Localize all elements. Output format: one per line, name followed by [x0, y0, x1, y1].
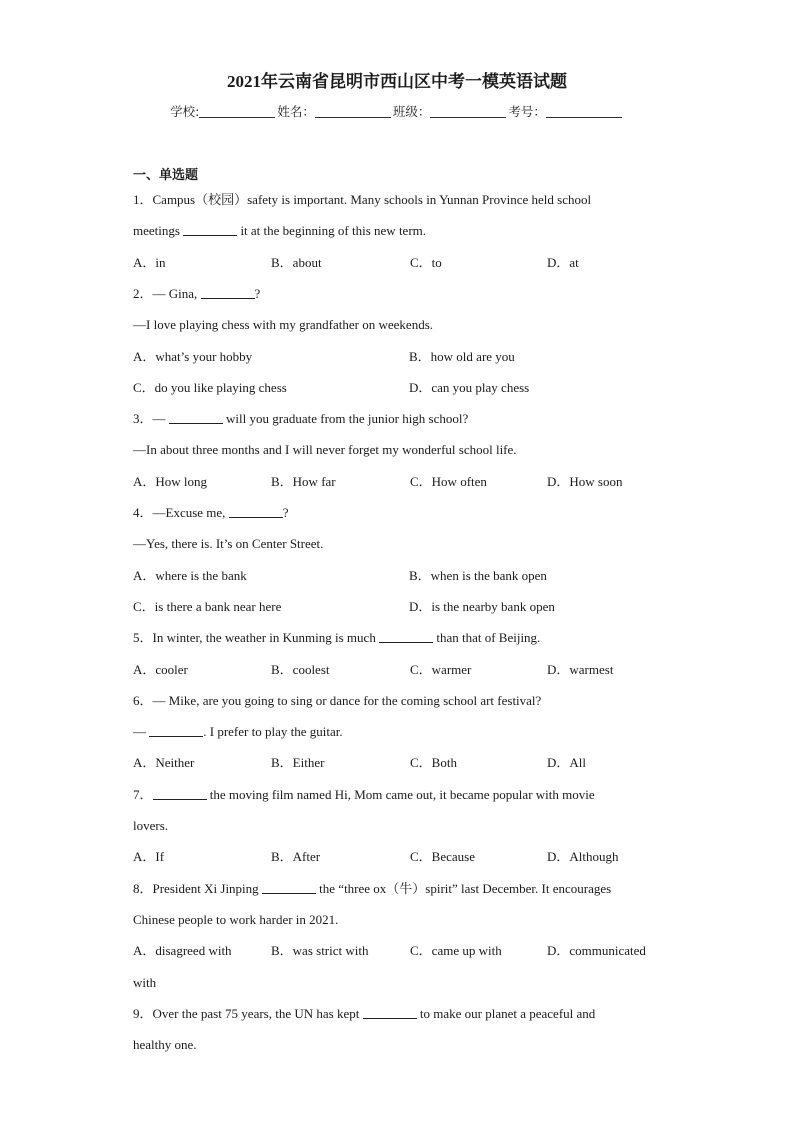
question-4-line: [133, 504, 673, 522]
question-5-option-a[interactable]: A．cooler: [133, 661, 188, 677]
answer-blank: [153, 787, 207, 800]
question-2-option-a[interactable]: A．what’s your hobby: [133, 348, 253, 364]
question-1-option-a[interactable]: A．in: [133, 254, 166, 270]
answer-blank: [149, 724, 203, 737]
name-label: 姓名：: [277, 104, 315, 119]
question-text: —Yes, there is. It’s on Center Street.: [133, 536, 324, 552]
question-text: 1．Campus（校园）safety is important. Many schools in Yunnan Province held school: [133, 192, 592, 207]
question-3-option-b[interactable]: B．How far: [271, 473, 336, 489]
answer-blank: [363, 1006, 417, 1019]
question-text: —In about three months and I will never forget my wonderful school life.: [133, 442, 517, 458]
page-title: 2021年云南省昆明市西山区中考一模英语试题: [227, 72, 567, 91]
class-label: 班级：: [392, 104, 431, 119]
question-4-option-b[interactable]: B．when is the bank open: [409, 567, 547, 583]
question-2-option-d[interactable]: D．can you play chess: [409, 379, 530, 395]
question-text: ?: [254, 285, 261, 301]
question-text: ?: [282, 505, 289, 520]
question-6-line: [133, 692, 673, 710]
question-8-option-d[interactable]: D．communicated: [547, 943, 646, 959]
question-text: the moving film named Hi, Mom came out, it became popular with movie: [206, 786, 595, 802]
question-6-option-d[interactable]: D．All: [547, 755, 587, 771]
question-8-option-b[interactable]: B．was strict with: [271, 943, 369, 959]
question-6-option-a[interactable]: A．Neither: [133, 755, 195, 771]
question-1-line: [133, 222, 673, 240]
student-info-row: [0, 102, 794, 123]
school-blank[interactable]: [199, 104, 275, 118]
section-heading: 一、单选题: [133, 168, 199, 183]
question-3-option-d[interactable]: D．How soon: [547, 473, 623, 489]
question-2-line: [133, 316, 673, 334]
question-text: 4．—Excuse me,: [133, 505, 229, 520]
question-2-line: [133, 285, 673, 303]
question-6-option-b[interactable]: B．Either: [271, 755, 325, 771]
question-5-option-c[interactable]: C．warmer: [410, 661, 472, 677]
question-text: . I prefer to play the guitar.: [203, 724, 343, 740]
question-4-line: [133, 535, 673, 553]
class-blank[interactable]: [430, 104, 506, 118]
question-text: lovers.: [133, 818, 169, 833]
question-text: to make our planet a peaceful and: [416, 1005, 596, 1021]
question-text: —I love playing chess with my grandfather on weekends.: [133, 317, 434, 333]
question-7-option-d[interactable]: D．Although: [547, 849, 619, 865]
question-5-option-b[interactable]: B．coolest: [271, 661, 330, 677]
question-1-line: [133, 191, 673, 209]
question-4-option-c[interactable]: C．is there a bank near here: [133, 598, 282, 614]
question-3-line: [133, 441, 673, 459]
question-text: the “three ox（牛）spirit” last December. It encourages: [315, 880, 612, 896]
question-7-line: [133, 817, 673, 835]
school-label: 学校:: [170, 104, 200, 119]
question-text: healthy one.: [133, 1037, 197, 1053]
answer-blank: [229, 505, 283, 518]
question-text: 8．President Xi Jinping: [133, 880, 262, 896]
question-1-option-d[interactable]: D．at: [547, 254, 579, 270]
question-5-line: [133, 629, 673, 647]
question-text: 5．In winter, the weather in Kunming is much: [133, 630, 380, 646]
question-text: 7．: [133, 786, 153, 802]
question-7-option-a[interactable]: A．If: [133, 849, 165, 865]
number-label: 考号：: [508, 104, 546, 119]
answer-blank: [201, 286, 255, 299]
answer-blank: [379, 630, 433, 643]
question-text: Chinese people to work harder in 2021.: [133, 911, 339, 927]
question-text: —: [133, 724, 150, 740]
question-8-line: [133, 911, 673, 929]
question-7-option-c[interactable]: C．Because: [410, 849, 475, 865]
question-4-option-a[interactable]: A．where is the bank: [133, 567, 247, 583]
question-8-line: [133, 880, 673, 898]
question-3-line: [133, 410, 673, 428]
question-text: 3．—: [133, 411, 169, 427]
question-2-option-b[interactable]: B．how old are you: [409, 348, 515, 364]
question-9-line: [133, 1005, 673, 1023]
name-blank[interactable]: [315, 104, 391, 118]
question-text: will you graduate from the junior high school?: [222, 411, 469, 427]
number-blank[interactable]: [546, 104, 622, 118]
option-wrap-text: with: [133, 974, 157, 990]
question-1-option-c[interactable]: C．to: [410, 254, 442, 270]
question-3-option-c[interactable]: C．How often: [410, 473, 487, 489]
question-3-option-a[interactable]: A．How long: [133, 473, 208, 489]
question-8-option-a[interactable]: A．disagreed with: [133, 943, 232, 959]
question-text: 9．Over the past 75 years, the UN has kept: [133, 1005, 363, 1021]
question-6-line: [133, 723, 673, 741]
question-text: than that of Beijing.: [433, 630, 541, 646]
answer-blank: [183, 223, 237, 236]
question-2-option-c[interactable]: C．do you like playing chess: [133, 379, 287, 395]
question-8-option-c[interactable]: C．came up with: [410, 943, 502, 959]
question-text: 2．— Gina,: [133, 285, 201, 301]
question-text: it at the beginning of this new term.: [237, 223, 427, 239]
question-6-option-c[interactable]: C．Both: [410, 755, 457, 771]
question-5-option-d[interactable]: D．warmest: [547, 661, 614, 677]
question-1-option-b[interactable]: B．about: [271, 254, 322, 270]
question-7-option-b[interactable]: B．After: [271, 849, 321, 865]
answer-blank: [169, 411, 223, 424]
question-7-line: [133, 786, 673, 804]
question-text: meetings: [133, 223, 184, 239]
question-9-line: [133, 1036, 673, 1054]
question-text: 6．— Mike, are you going to sing or dance for the coming school art festival?: [133, 692, 542, 708]
answer-blank: [262, 881, 316, 894]
question-4-option-d[interactable]: D．is the nearby bank open: [409, 598, 555, 614]
